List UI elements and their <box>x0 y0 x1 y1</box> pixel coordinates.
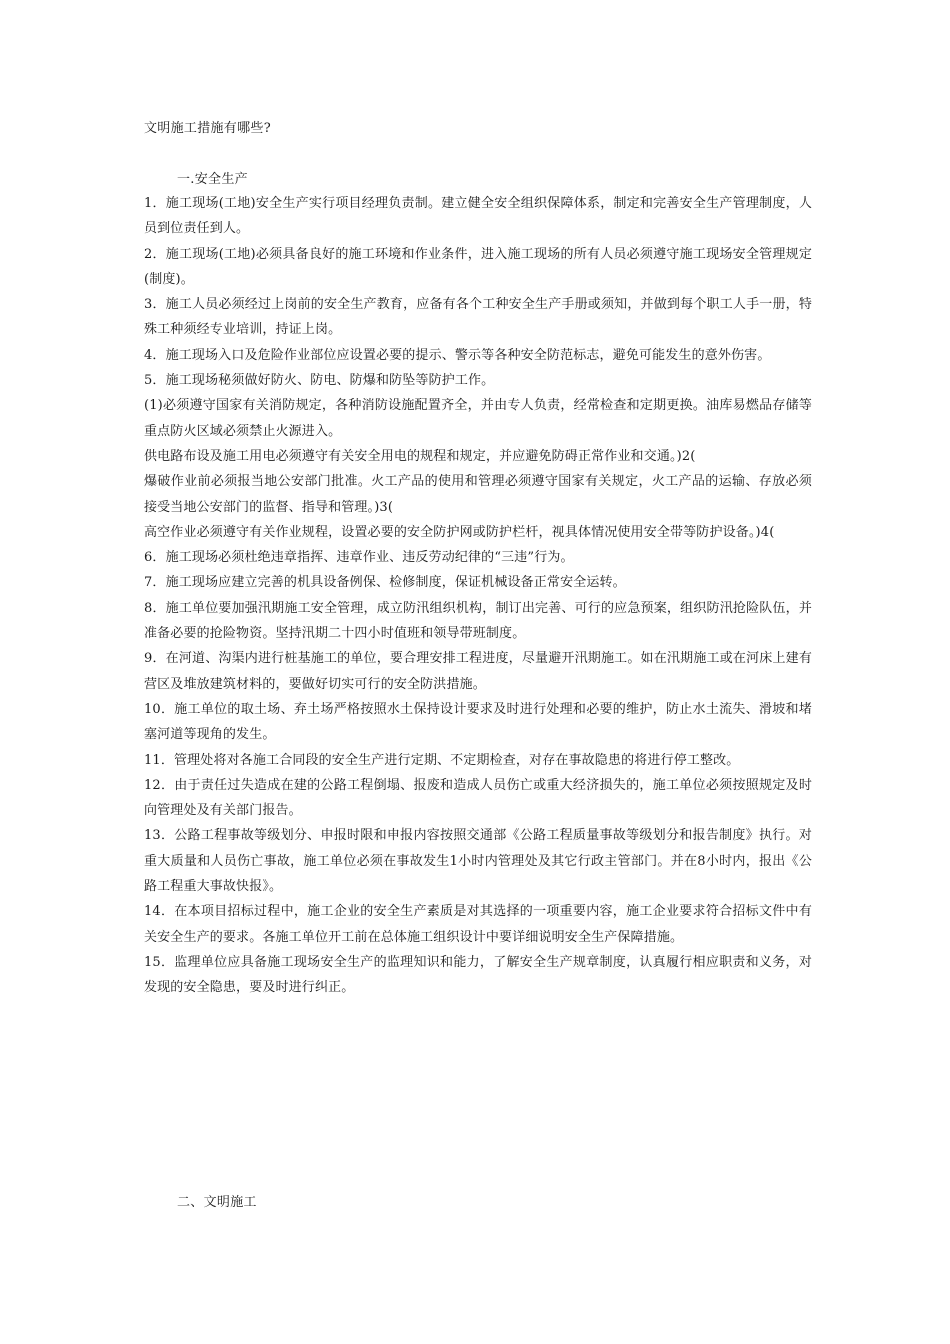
paragraph-11: 11．管理处将对各施工合同段的安全生产进行定期、不定期检查，对存在事故隐患的将进行停工整改。 <box>144 752 740 768</box>
section-heading-safety: 一.安全生产 <box>177 172 248 187</box>
section-heading-civilized-construction: 二、文明施工 <box>177 1195 257 1210</box>
paragraph-13: 13．公路工程事故等级划分、申报时限和申报内容按照交通部《公路工程质量事故等级划分和报告制度》执行。对重大质量和人员伤亡事故，施工单位必须在事故发生1小时内管理处及其它行政主管部门。并在8小时内，报出《公路工程重大事故快报》。 <box>144 828 812 895</box>
paragraph-4: 4．施工现场入口及危险作业部位应设置必要的提示、警示等各种安全防范标志，避免可能发生的意外伤害。 <box>144 347 771 363</box>
section-body-safety <box>144 191 812 1001</box>
paragraph-12: 12．由于责任过失造成在建的公路工程倒塌、报废和造成人员伤亡或重大经济损失的，施工单位必须按照规定及时向管理处及有关部门报告。 <box>144 777 812 819</box>
paragraph-14: 14．在本项目招标过程中，施工企业的安全生产素质是对其选择的一项重要内容，施工企业要求符合招标文件中有关安全生产的要求。各施工单位开工前在总体施工组织设计中要详细说明安全生产保障措施。 <box>144 904 812 945</box>
paragraph-3: 3．施工人员必须经过上岗前的安全生产教育，应备有各个工种安全生产手册或须知，并做到每个职工人手一册，特殊工种须经专业培训，持证上岗。 <box>144 297 812 338</box>
paragraph-5-1: (1)必须遵守国家有关消防规定，各种消防设施配置齐全，并由专人负责，经常检查和定期更换。油库易燃品存储等重点防火区域必须禁止火源进入。 <box>144 398 812 439</box>
paragraph-7: 7．施工现场应建立完善的机具设备例保、检修制度，保证机械设备正常安全运转。 <box>144 575 626 591</box>
paragraph-9: 9．在河道、沟渠内进行桩基施工的单位，要合理安排工程进度，尽量避开汛期施工。如在汛期施工或在河床上建有营区及堆放建筑材料的，要做好切实可行的安全防洪措施。 <box>144 651 812 692</box>
document-title: 文明施工措施有哪些? <box>144 121 271 136</box>
paragraph-5-2: 供电路布设及施工用电必须遵守有关安全用电的规程和规定，并应避免防碍正常作业和交通。)2( <box>144 448 696 464</box>
paragraph-5: 5．施工现场秘须做好防火、防电、防爆和防坠等防护工作。 <box>144 373 495 389</box>
paragraph-15: 15．监理单位应具备施工现场安全生产的监理知识和能力，了解安全生产规章制度，认真履行相应职责和义务，对发现的安全隐患，要及时进行纠正。 <box>144 954 812 996</box>
paragraph-10: 10．施工单位的取土场、弃土场严格按照水土保持设计要求及时进行处理和必要的维护，防止水土流失、滑坡和堵塞河道等现角的发生。 <box>144 701 812 743</box>
paragraph-6: 6．施工现场必须杜绝违章指挥、违章作业、违反劳动纪律的“三违”行为。 <box>144 550 574 566</box>
paragraph-1: 1．施工现场(工地)安全生产实行项目经理负责制。建立健全安全组织保障体系，制定和完善安全生产管理制度，人员到位责任到人。 <box>144 196 812 237</box>
paragraph-2: 2．施工现场(工地)必须具备良好的施工环境和作业条件，进入施工现场的所有人员必须遵守施工现场安全管理规定(制度)。 <box>144 246 812 287</box>
paragraph-5-4: 高空作业必须遵守有关作业规程，设置必要的安全防护网或防护栏杆，视具体情况使用安全带等防护设备。)4( <box>144 524 775 540</box>
paragraph-5-3: 爆破作业前必须报当地公安部门批准。火工产品的使用和管理必须遵守国家有关规定，火工产品的运输、存放必须接受当地公安部门的监督、指导和管理。)3( <box>144 474 812 515</box>
paragraph-8: 8．施工单位要加强汛期施工安全管理，成立防汛组织机构，制订出完善、可行的应急预案，组织防汛抢险队伍，并准备必要的抢险物资。坚持汛期二十四小时值班和领导带班制度。 <box>144 600 812 642</box>
